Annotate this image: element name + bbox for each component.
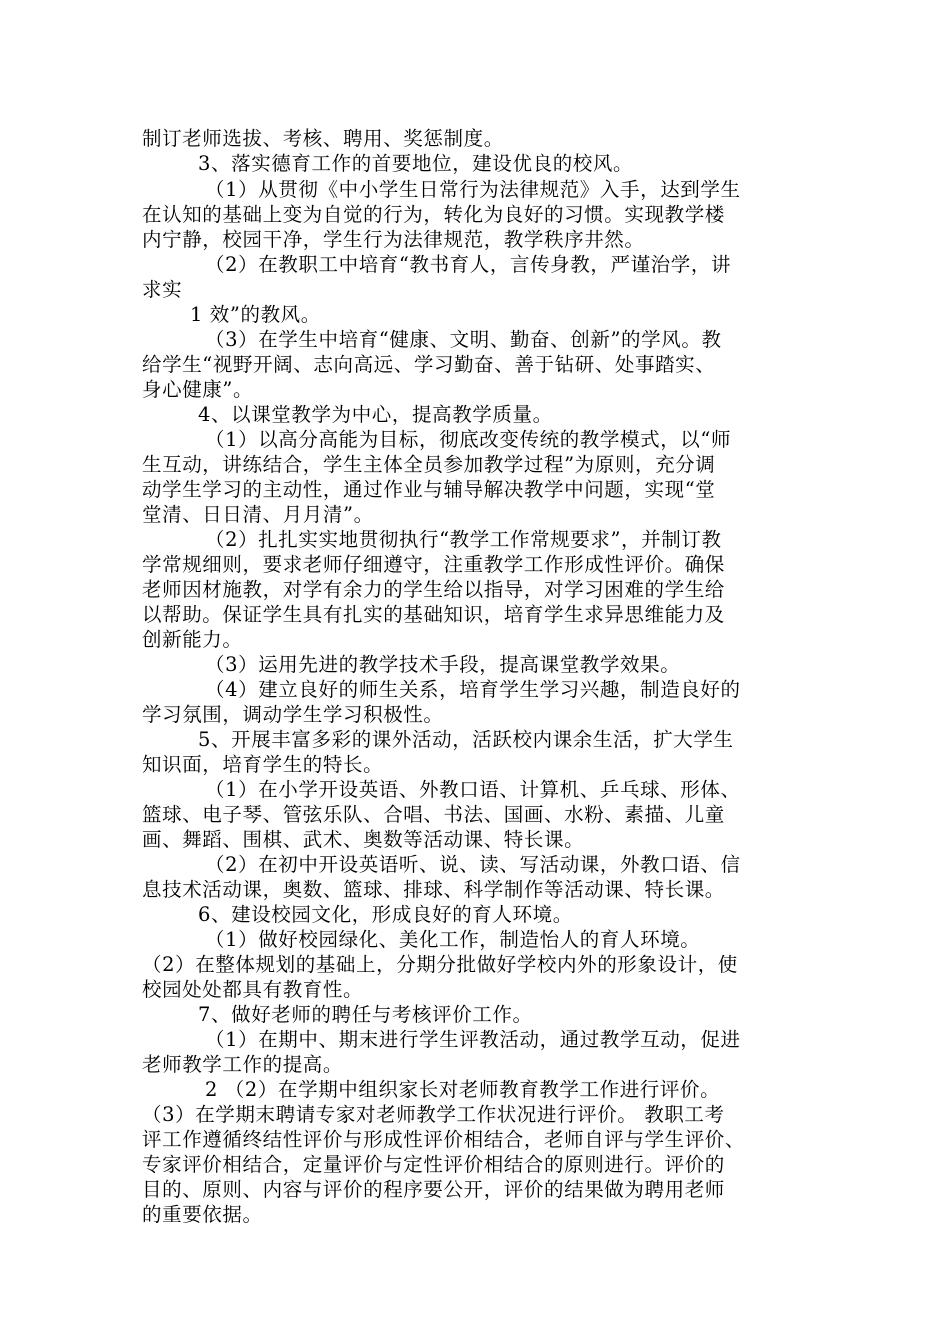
text-line: 求实: [142, 278, 183, 301]
text-line: 校园处处都具有教育性。: [142, 978, 364, 1001]
section-heading: 3、落实德育工作的首要地位，建设优良的校风。: [198, 152, 634, 175]
text-line: （4）建立良好的师生关系，培育学生学习兴趣，制造良好的: [205, 678, 741, 701]
text-line: 专家评价相结合，定量评价与定性评价相结合的原则进行。评价的: [142, 1153, 725, 1176]
text-line: 制订老师选拔、考核、聘用、奖惩制度。: [142, 127, 504, 150]
text-line: 生互动，讲练结合，学生主体全员参加教学过程”为原则，充分调: [142, 453, 716, 476]
section-heading: 7、做好老师的聘任与考核评价工作。: [198, 1003, 533, 1026]
text-line: 老师因材施教，对学有余力的学生给以指导，对学习困难的学生给: [142, 578, 725, 601]
text-line: 内宁静，校园干净，学生行为法律规范，教学秩序井然。: [142, 228, 645, 251]
section-heading: 4、以课堂教学为中心，提高教学质量。: [198, 403, 553, 426]
text-line: （1）做好校园绿化、美化工作，制造怡人的育人环境。: [205, 928, 701, 951]
text-line: （1）以高分高能为目标，彻底改变传统的教学模式，以“师: [205, 428, 732, 451]
text-line: 在认知的基础上变为自觉的行为，转化为良好的习惯。实现教学楼: [142, 203, 725, 226]
text-line: 以帮助。保证学生具有扎实的基础知识，培育学生求异思维能力及: [142, 603, 725, 626]
section-heading: 6、建设校园文化，形成良好的育人环境。: [198, 903, 573, 926]
text-line: （1）在小学开设英语、外教口语、计算机、乒乓球、形体、: [205, 778, 741, 801]
text-line: （2）在教职工中培育“教书育人，言传身教，严谨治学，讲: [205, 253, 732, 276]
text-line: （1）在期中、期末进行学生评教活动，通过教学互动，促进: [205, 1028, 741, 1051]
text-line: 息技术活动课，奥数、篮球、排球、科学制作等活动课、特长课。: [142, 878, 725, 901]
text-line: （1）从贯彻《中小学生日常行为法律规范》入手，达到学生: [205, 178, 741, 201]
text-line: 画、舞蹈、围棋、武术、奥数等活动课、特长课。: [142, 828, 585, 851]
text-line: 身心健康”。: [142, 378, 254, 401]
text-line: （2）在初中开设英语听、说、读、写活动课，外教口语、信: [205, 853, 741, 876]
text-line: （2）扎扎实实地贯彻执行“教学工作常规要求”，并制订教: [205, 528, 722, 551]
text-line: 学习氛围，调动学生学习积极性。: [142, 703, 444, 726]
text-line: 2 （2）在学期中组织家长对老师教育教学工作进行评价。: [205, 1078, 721, 1101]
text-line: 学常规细则，要求老师仔细遵守，注重教学工作形成性评价。确保: [142, 553, 725, 576]
text-line: 动学生学习的主动性，通过作业与辅导解决教学中问题，实现“堂: [142, 478, 716, 501]
text-line: （2）在整体规划的基础上，分期分批做好学校内外的形象设计，使: [142, 953, 738, 976]
text-line: 给学生“视野开阔、志向高远、学习勤奋、善于钻研、处事踏实、: [142, 353, 716, 376]
text-line: 评工作遵循终结性评价与形成性评价相结合，老师自评与学生评价、: [142, 1128, 746, 1151]
text-line: （3）在学期末聘请专家对老师教学工作状况进行评价。 教职工考: [142, 1103, 725, 1126]
text-line: （3）运用先进的教学技术手段，提高课堂教学效果。: [205, 653, 681, 676]
text-line: 1 效”的教风。: [190, 303, 321, 326]
text-line: 创新能力。: [142, 628, 243, 651]
text-line: 知识面，培育学生的特长。: [142, 753, 384, 776]
text-line: 的重要依据。: [142, 1203, 263, 1226]
text-line: 老师教学工作的提高。: [142, 1053, 344, 1076]
text-line: 堂清、日日清、月月清”。: [142, 503, 374, 526]
text-line: （3）在学生中培育“健康、文明、勤奋、创新”的学风。教: [205, 328, 722, 351]
text-line: 篮球、电子琴、管弦乐队、合唱、书法、国画、水粉、素描、儿童: [142, 803, 725, 826]
section-heading: 5、开展丰富多彩的课外活动，活跃校内课余生活，扩大学生: [198, 728, 734, 751]
text-line: 目的、原则、内容与评价的程序要公开，评价的结果做为聘用老师: [142, 1178, 725, 1201]
